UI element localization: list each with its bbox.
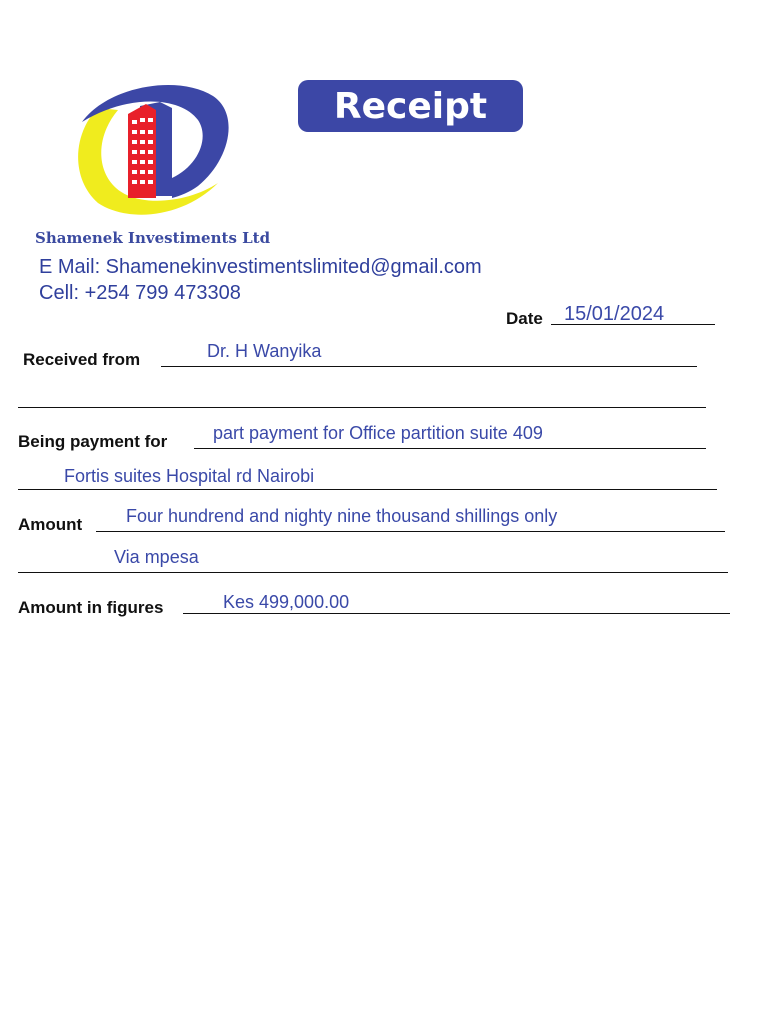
amount-figures-value: Kes 499,000.00 bbox=[223, 592, 350, 612]
company-logo bbox=[68, 78, 234, 220]
date-value: 15/01/2024 bbox=[564, 303, 665, 325]
amount-continuation: Via mpesa bbox=[114, 547, 199, 567]
date-label: Date bbox=[506, 309, 543, 328]
amount-figures-label: Amount in figures bbox=[18, 598, 164, 617]
payment-for-line-2 bbox=[18, 489, 717, 490]
payment-for-continuation: Fortis suites Hospital rd Nairobi bbox=[64, 466, 315, 486]
amount-line-2 bbox=[18, 572, 728, 573]
payment-for-label: Being payment for bbox=[18, 432, 168, 451]
received-from-line bbox=[161, 366, 697, 367]
contact-cell: Cell: +254 799 473308 bbox=[39, 282, 241, 304]
amount-value: Four hundrend and nighty nine thousand shillings only bbox=[126, 506, 558, 526]
amount-label: Amount bbox=[18, 515, 83, 534]
contact-email: E Mail: Shamenekinvestimentslimited@gmail.com bbox=[39, 256, 482, 278]
payment-for-line bbox=[194, 448, 706, 449]
blank-line bbox=[18, 407, 706, 408]
payment-for-value: part payment for Office partition suite 409 bbox=[213, 423, 543, 443]
amount-line bbox=[96, 531, 725, 532]
amount-figures-line bbox=[183, 613, 730, 614]
received-from-value: Dr. H Wanyika bbox=[207, 341, 322, 361]
received-from-label: Received from bbox=[23, 350, 141, 369]
company-name: Shamenek Investiments Ltd bbox=[35, 229, 271, 247]
receipt-title-badge: Receipt bbox=[298, 80, 523, 132]
